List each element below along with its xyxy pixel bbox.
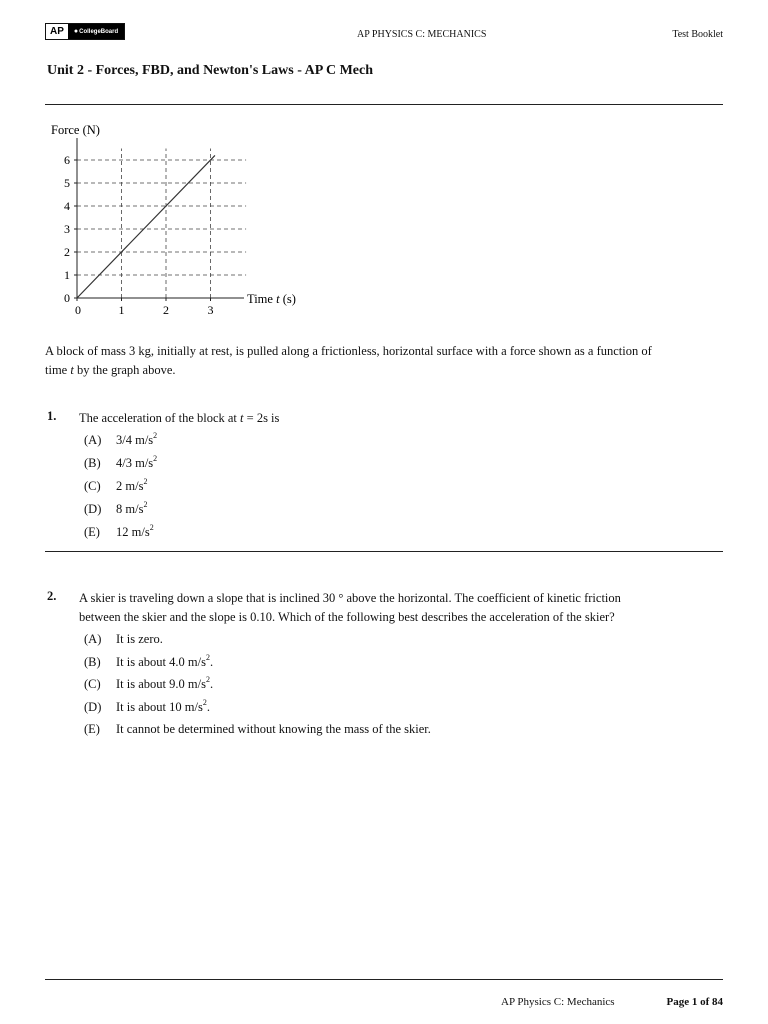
choice-text: 3/4 $m/s^2$: [116, 431, 158, 447]
choice-text: It is about 4.0 $m/s^2$.: [116, 652, 214, 669]
choice-superscript: 2: [153, 431, 158, 440]
footer-divider: [45, 979, 723, 980]
logo-ap: AP: [46, 24, 68, 39]
x-tick-label-1: 1: [118, 303, 125, 317]
q2-choice-4: [84, 722, 431, 737]
logo-cb-text: CollegeBoard: [79, 28, 119, 35]
question-1-text: The acceleration of the block at t = 2s is: [79, 411, 280, 425]
question-2-line-1: A skier is traveling down a slope that is inclined 30 ° above the horizontal. The coefficient of kinetic friction: [79, 591, 621, 605]
choice-superscript: 2: [143, 500, 148, 509]
choice-label: (C): [84, 677, 101, 691]
q1-choice-4: [84, 525, 154, 540]
choice-text: 2 $m/s^2$: [116, 477, 148, 493]
question-2-line-2: between the skier and the slope is 0.10. Which of the following best describes the acceleration of the skier?: [79, 610, 615, 624]
header-exam-name: AP PHYSICS C: MECHANICS: [357, 29, 487, 40]
x-tick-labels: [75, 298, 214, 317]
choice-label: (E): [84, 525, 100, 539]
force-line: [77, 155, 215, 298]
choice-superscript: 2: [143, 477, 148, 486]
choice-text: 12 $m/s^2$: [116, 523, 154, 539]
y-tick-label-4: 4: [64, 199, 70, 213]
question-1-divider: [45, 551, 723, 552]
choice-text: 4/3 $m/s^2$: [116, 454, 158, 470]
choice-superscript: 2: [202, 697, 207, 707]
y-tick-label-1: 1: [64, 268, 70, 282]
choice-superscript: 2: [205, 675, 210, 684]
x-tick-label-3: 3: [207, 303, 214, 317]
passage-line-1: A block of mass 3 kg, initially at rest, is pulled along a frictionless, horizontal surface with a force shown as a function of: [45, 344, 652, 358]
x-tick-label-2: 2: [163, 303, 169, 317]
x-axis-label: Time t (s): [247, 292, 296, 306]
header-booklet-label: Test Booklet: [672, 29, 723, 40]
y-tick-label-2: 2: [64, 245, 70, 259]
passage-line-2: time t by the graph above.: [45, 363, 176, 377]
y-tick-label-0: 0: [64, 291, 70, 305]
choice-label: (B): [84, 654, 101, 669]
choice-label: (D): [84, 699, 102, 714]
y-axis-label: Force (N): [51, 123, 100, 137]
y-tick-label-6: 6: [64, 153, 70, 167]
choice-label: (D): [84, 502, 102, 516]
choice-label: (B): [84, 456, 101, 470]
force-time-graph: [44, 118, 314, 323]
choice-label: (E): [84, 722, 100, 736]
choice-text: 8 $m/s^2$: [116, 500, 148, 516]
logo-college-board: [68, 24, 124, 39]
choice-superscript: 2: [153, 454, 158, 463]
q1-choice-1: [84, 456, 157, 471]
footer-course-name: AP Physics C: Mechanics: [501, 996, 615, 1008]
choice-text: It is zero.: [116, 632, 163, 646]
chart-grid: [77, 149, 246, 299]
q2-choice-3: [84, 697, 210, 715]
y-tick-labels: [64, 153, 77, 305]
choice-superscript: 2: [205, 652, 210, 662]
question-2-text: [79, 589, 724, 627]
q1-choice-3: [84, 502, 147, 517]
page-number: Page 1 of 84: [666, 996, 723, 1008]
choice-label: (C): [84, 479, 101, 493]
q2-choice-2: [84, 677, 213, 692]
y-tick-label-5: 5: [64, 176, 70, 190]
choice-text: It is about 10 $m/s^2$.: [116, 697, 210, 714]
q1-choice-2: [84, 479, 147, 494]
choice-label: (A): [84, 632, 102, 646]
acorn-icon: ●: [73, 28, 79, 35]
q2-choice-0: [84, 632, 163, 647]
top-divider: [45, 104, 723, 105]
choice-label: (A): [84, 433, 102, 447]
y-tick-label-3: 3: [64, 222, 70, 236]
question-2-number: 2.: [47, 589, 57, 603]
q2-choice-1: [84, 652, 214, 670]
q1-choice-0: [84, 433, 157, 448]
choice-text: It cannot be determined without knowing the mass of the skier.: [116, 722, 431, 736]
page-title: Unit 2 - Forces, FBD, and Newton's Laws - AP C Mech: [47, 63, 374, 78]
ap-college-board-logo: [45, 23, 125, 40]
passage: [45, 342, 725, 380]
question-1-number: 1.: [47, 409, 57, 423]
x-tick-label-0: 0: [75, 303, 81, 317]
choice-superscript: 2: [149, 523, 154, 532]
choice-text: It is about 9.0 $m/s^2$.: [116, 675, 214, 691]
